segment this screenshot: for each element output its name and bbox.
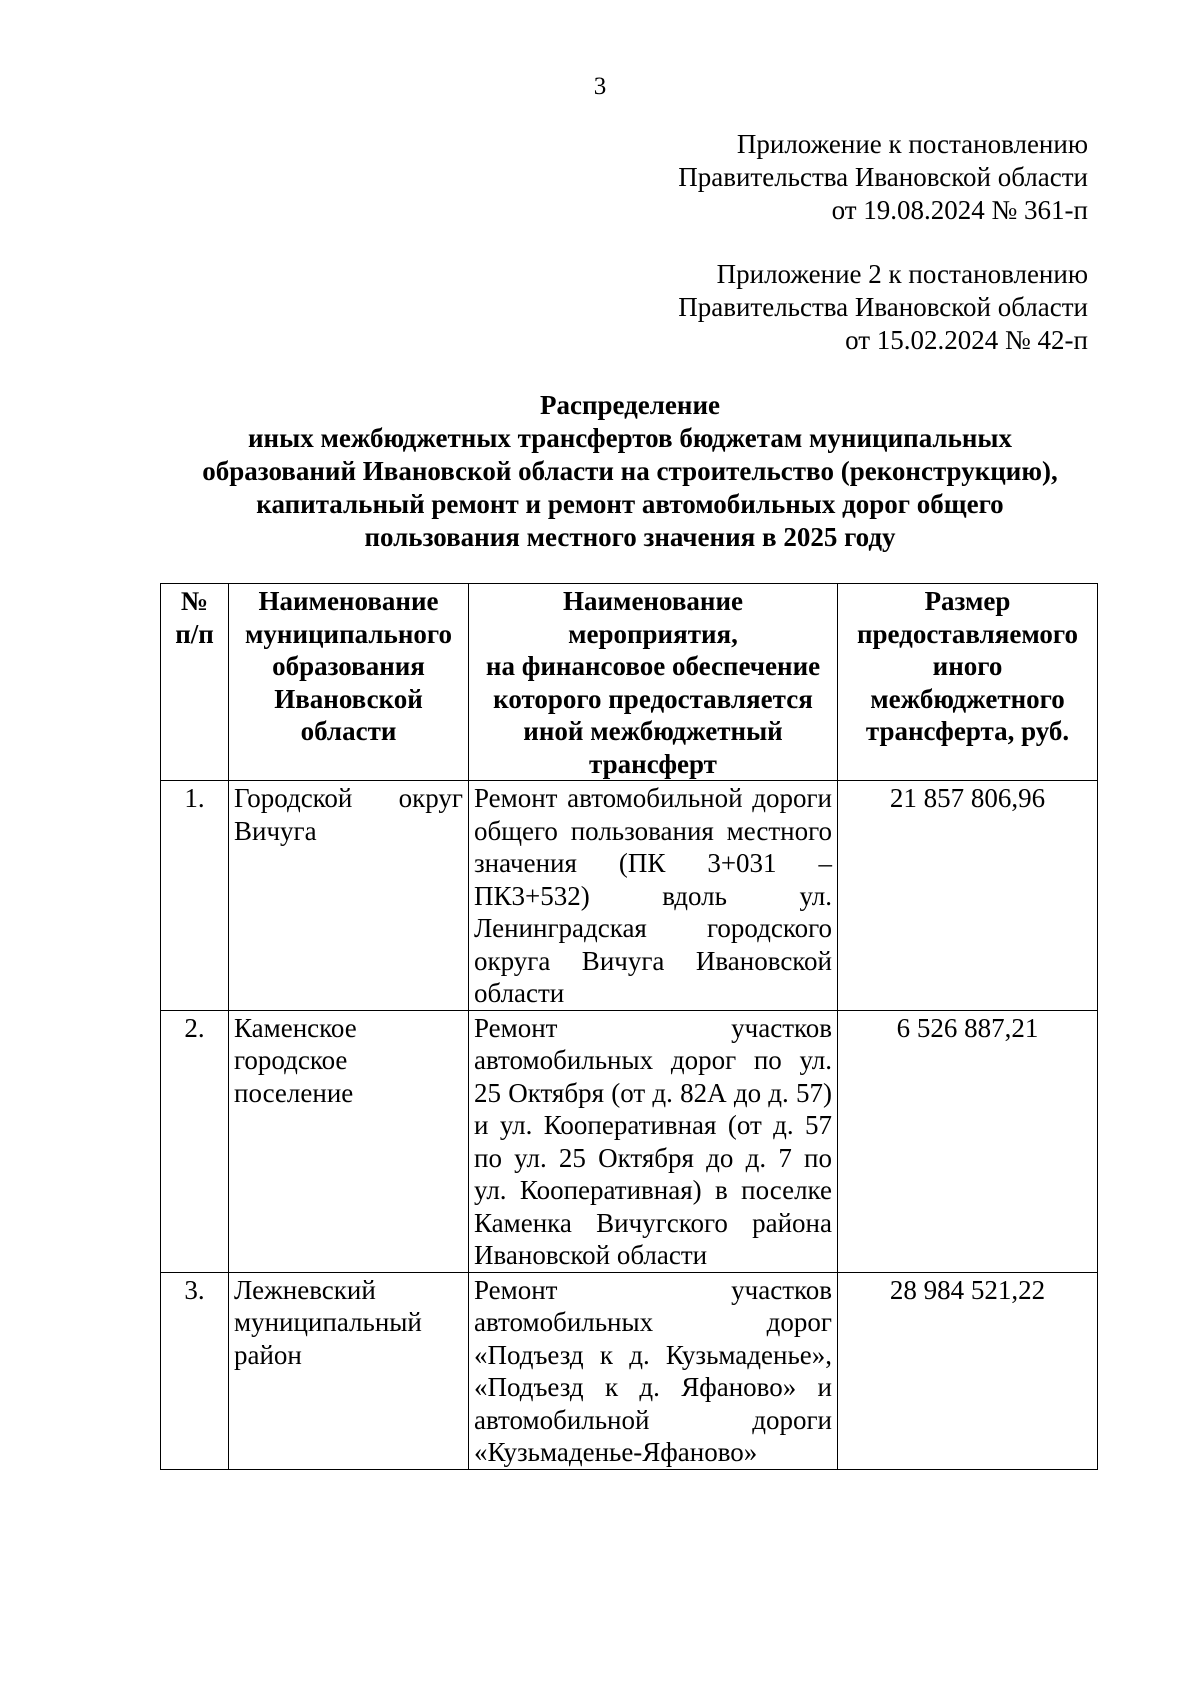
header-municipality-line: Ивановской — [274, 683, 423, 714]
header-municipality-line: муниципального — [245, 618, 452, 649]
row-event: Ремонт автомобильной дороги общего пользования местного значения (ПК 3+031 – ПК3+532) вдоль ул. Ленинградская городского округа Вичуга Ивановской области — [469, 781, 838, 1011]
allocation-table — [160, 583, 1098, 1470]
header-event-line: на финансовое обеспечение — [485, 651, 821, 681]
table-header-row — [161, 584, 1098, 781]
header-number-line: п/п — [175, 618, 214, 649]
table-row — [161, 1010, 1098, 1272]
header-number-line: № — [180, 586, 209, 616]
attachment-previous-line1: Приложение 2 к постановлению — [716, 259, 1088, 289]
header-amount-line: Размер — [924, 586, 1011, 616]
attachment-current-line3: от 19.08.2024 № 361-п — [831, 195, 1088, 225]
header-amount-line: межбюджетного — [870, 683, 1065, 714]
header-number — [161, 584, 229, 781]
header-event-line: мероприятия, — [568, 618, 738, 649]
row-event: Ремонт участков автомобильных дорог «Подъезд к д. Кузьмаденье», «Подъезд к д. Яфаново» и автомобильной дороги «Кузьмаденье-Яфаново» — [469, 1272, 838, 1469]
attachment-previous-line2: Правительства Ивановской области — [678, 292, 1088, 322]
row-number: 2. — [161, 1010, 229, 1272]
title-line4: капитальный ремонт и ремонт автомобильных дорог общего — [256, 489, 1004, 519]
row-municipality: Городской округ Вичуга — [229, 781, 469, 1011]
row-amount: 6 526 887,21 — [838, 1010, 1098, 1272]
attachment-note-previous — [678, 258, 1088, 357]
header-municipality — [229, 584, 469, 781]
table-row — [161, 781, 1098, 1011]
header-event — [469, 584, 838, 781]
page-number: 3 — [593, 73, 607, 100]
row-municipality: Каменское городское поселение — [229, 1010, 469, 1272]
document-title — [0, 389, 1200, 554]
row-number: 3. — [161, 1272, 229, 1469]
attachment-previous-line3: от 15.02.2024 № 42-п — [845, 325, 1088, 355]
row-amount: 21 857 806,96 — [838, 781, 1098, 1011]
header-amount — [838, 584, 1098, 781]
header-municipality-line: области — [300, 716, 397, 746]
attachment-current-line2: Правительства Ивановской области — [678, 162, 1088, 192]
header-event-line: трансферт — [589, 748, 717, 779]
attachment-current-line1: Приложение к постановлению — [736, 129, 1088, 159]
row-number: 1. — [161, 781, 229, 1011]
table-row — [161, 1272, 1098, 1469]
title-line2: иных межбюджетных трансфертов бюджетам муниципальных — [248, 423, 1012, 453]
header-amount-line: иного — [932, 651, 1003, 681]
header-event-line: Наименование — [563, 586, 743, 616]
title-line1: Распределение — [539, 390, 721, 420]
title-line5: пользования местного значения в 2025 году — [364, 522, 896, 552]
title-line3: образований Ивановской области на строительство (реконструкцию), — [202, 456, 1058, 486]
header-event-line: которого предоставляется — [493, 683, 813, 714]
header-amount-line: трансферта, руб. — [865, 716, 1070, 746]
header-municipality-line: образования — [272, 651, 425, 681]
header-municipality-line: Наименование — [258, 586, 439, 616]
header-amount-line: предоставляемого — [856, 618, 1079, 649]
row-event: Ремонт участков автомобильных дорог по ул. 25 Октября (от д. 82А до д. 57) и ул. Кооперативная (от д. 57 по ул. 25 Октября до д. 7 по ул. Кооперативная) в поселке Каменка Вичугского района Ивановской области — [469, 1010, 838, 1272]
row-municipality: Лежневский муниципальный район — [229, 1272, 469, 1469]
header-event-line: иной межбюджетный — [523, 716, 783, 746]
attachment-note-current — [678, 128, 1088, 227]
row-amount: 28 984 521,22 — [838, 1272, 1098, 1469]
